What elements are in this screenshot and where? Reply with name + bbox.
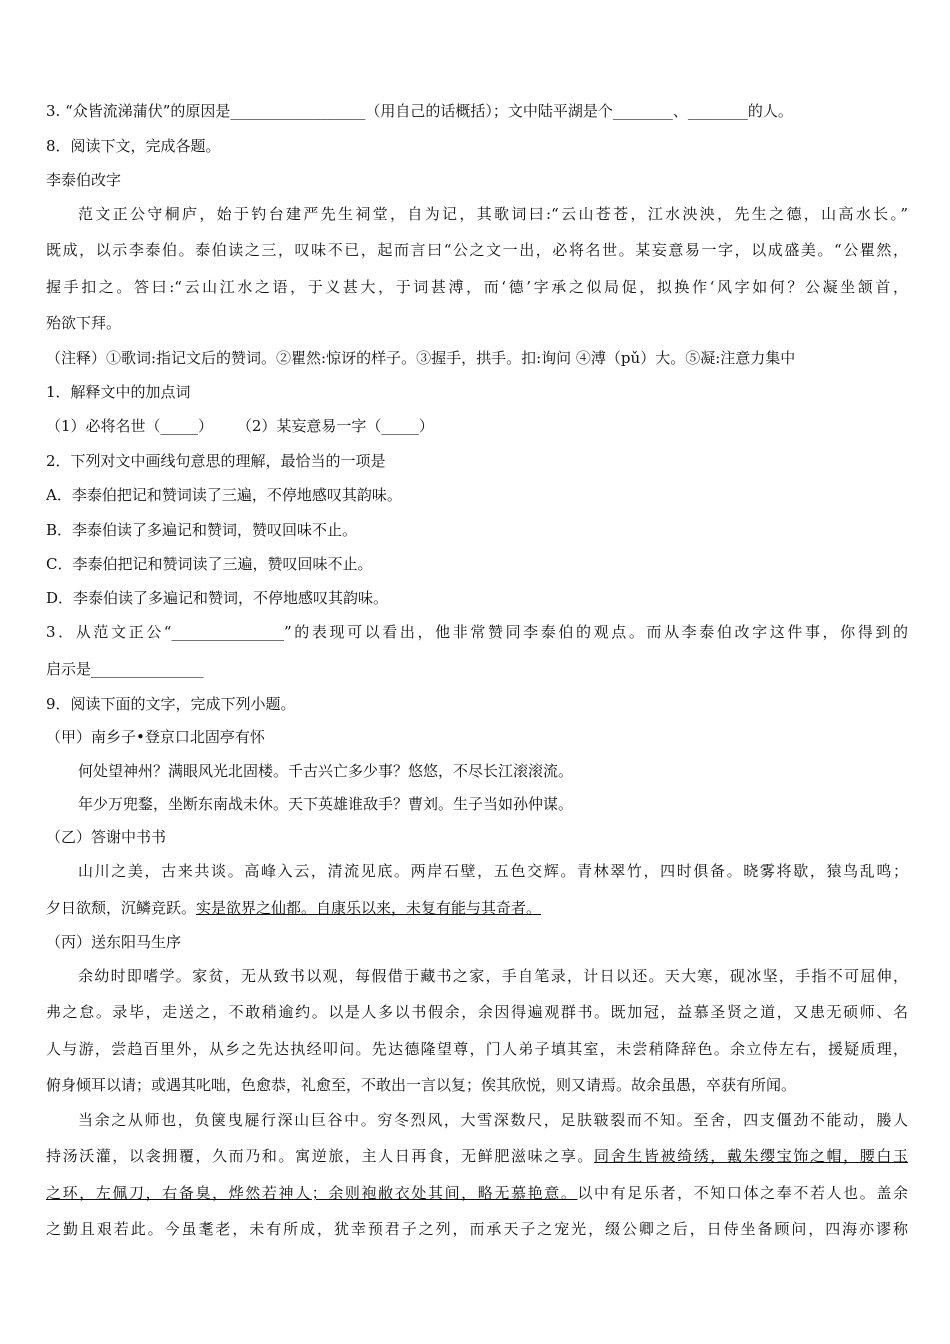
q8-passage-line: 范文正公守桐庐，始于钓台建严先生祠堂，自为记，其歌词曰:“云山苍苍，江水泱泱，先生之德，山高水长。”	[78, 205, 908, 223]
q9-yi-underlined-sentence: 实是欲界之仙都。自康乐以来，未复有能与其奇者。	[196, 899, 542, 917]
q8-passage-line: 握手扣之。答曰:“云山江水之语，于义甚大，于词甚溥，而‘德’字承之似局促，拟换作‘风字如何？公凝坐颔首，	[46, 278, 908, 296]
q8-option-a: A．李泰伯把记和赞词读了三遍，不停地感叹其韵味。	[46, 486, 402, 504]
q9-yi-line	[46, 898, 908, 918]
q8-passage-line: 殆欲下拜。	[46, 314, 122, 332]
q9-bing-plain-text: 持汤沃灌，以衾拥覆，久而乃和。寓逆旅，主人日再食，无鲜肥滋味之享。	[46, 1147, 595, 1165]
q8-note: （注释）①歌词:指记文后的赞词。②瞿然:惊讶的样子。③握手，拱手。扣:询问 ④溥（pǔ）大。⑤凝:注意力集中	[46, 349, 796, 367]
q8-option-c: C．李泰伯把记和赞词读了三遍，赞叹回味不止。	[46, 555, 373, 573]
q8-sub3-line1: 3．从范文正公“_______________”的表现可以看出，他非常赞同李泰伯的观点。而从李泰伯改字这件事，你得到的	[46, 623, 908, 641]
q9-bing-line	[46, 1146, 908, 1166]
q8-option-d: D．李泰伯读了多遍记和赞词，不停地感叹其韵味。	[46, 589, 389, 607]
q9-heading: 9．阅读下面的文字，完成下列小题。	[46, 695, 296, 713]
q9-bing-line	[46, 1183, 908, 1203]
q9-bing-line: 人与游，尝趋百里外，从乡之先达执经叩问。先达德隆望尊，门人弟子填其室，未尝稍降辞色。余立侍左右，援疑质理，	[46, 1040, 908, 1058]
q8-sub1: 1．解释文中的加点词	[46, 383, 191, 401]
q9-yi-title: （乙）答谢中书书	[46, 828, 167, 846]
q9-bing-line: 余幼时即嗜学。家贫，无从致书以观，每假借于藏书之家，手自笔录，计日以还。天大寒，砚冰坚，手指不可屈伸，	[78, 967, 908, 985]
q8-passage-line: 既成，以示李泰伯。泰伯读之三，叹味不已，起而言曰“公之文一出，必将名世。某妄意易一字，以成盛美。“公瞿然，	[46, 241, 908, 259]
q8-sub3-line2: 启示是_______________	[46, 660, 204, 678]
q9-jia-line: 年少万兜鍪，坐断东南战未休。天下英雄谁敌手？曹刘。生子当如孙仲谋。	[78, 795, 574, 813]
q9-bing-underlined-sentence: 之环，左佩刀，右备臭，烨然若神人；余则袍敝衣处其间，略无慕艳意。	[46, 1184, 578, 1202]
q9-jia-line: 何处望神州？满眼风光北固楼。千古兴亡多少事？悠悠，不尽长江滚滚流。	[78, 762, 574, 780]
q9-bing-underlined-sentence: 同舍生皆被绮绣，戴朱缨宝饰之帽，腰白玉	[594, 1147, 908, 1165]
q7-item3: 3. “众皆流涕蒲伏”的原因是__________________（用自己的话概括）；文中陆平湖是个________、________的人。	[46, 102, 793, 120]
q9-bing-line: 弗之怠。录毕，走送之，不敢稍逾约。以是人多以书假余，余因得遍观群书。既加冠，益慕圣贤之道，又患无硕师、名	[46, 1003, 908, 1021]
q9-yi-line: 山川之美，古来共谈。高峰入云，清流见底。两岸石壁，五色交辉。青林翠竹，四时俱备。晓雾将歇，猿鸟乱鸣；	[78, 862, 908, 880]
q9-bing-line: 俯身倾耳以请；或遇其叱咄，色愈恭，礼愈至，不敢出一言以复；俟其欣悦，则又请焉。故余虽愚，卒获有所闻。	[46, 1076, 797, 1094]
q9-bing-line: 当余之从师也，负箧曳屣行深山巨谷中。穷冬烈风，大雪深数尺，足肤皲裂而不知。至舍，四支僵劲不能动，媵人	[78, 1111, 908, 1129]
q8-sub2: 2．下列对文中画线句意思的理解，最恰当的一项是	[46, 452, 386, 470]
q8-sub1-blanks: （1）必将名世（_____） （2）某妄意易一字（_____）	[46, 417, 434, 435]
q9-bing-line: 之勤且艰若此。今虽耄老，未有所成，犹幸预君子之列，而承天子之宠光，缀公卿之后，日侍坐备顾问，四海亦谬称	[46, 1220, 908, 1238]
q9-yi-plain-text: 夕日欲颓，沉鳞竞跃。	[46, 899, 197, 917]
q8-heading: 8．阅读下文，完成各题。	[46, 137, 221, 155]
q9-bing-title: （丙）送东阳马生序	[46, 933, 182, 951]
q9-bing-plain-text: 以中有足乐者，不知口体之奉不若人也。盖余	[577, 1184, 908, 1202]
q8-option-b: B．李泰伯读了多遍记和赞词，赞叹回味不止。	[46, 521, 358, 539]
q9-jia-title: （甲）南乡子•登京口北固亭有怀	[46, 728, 265, 746]
q8-title: 李泰伯改字	[46, 171, 122, 189]
